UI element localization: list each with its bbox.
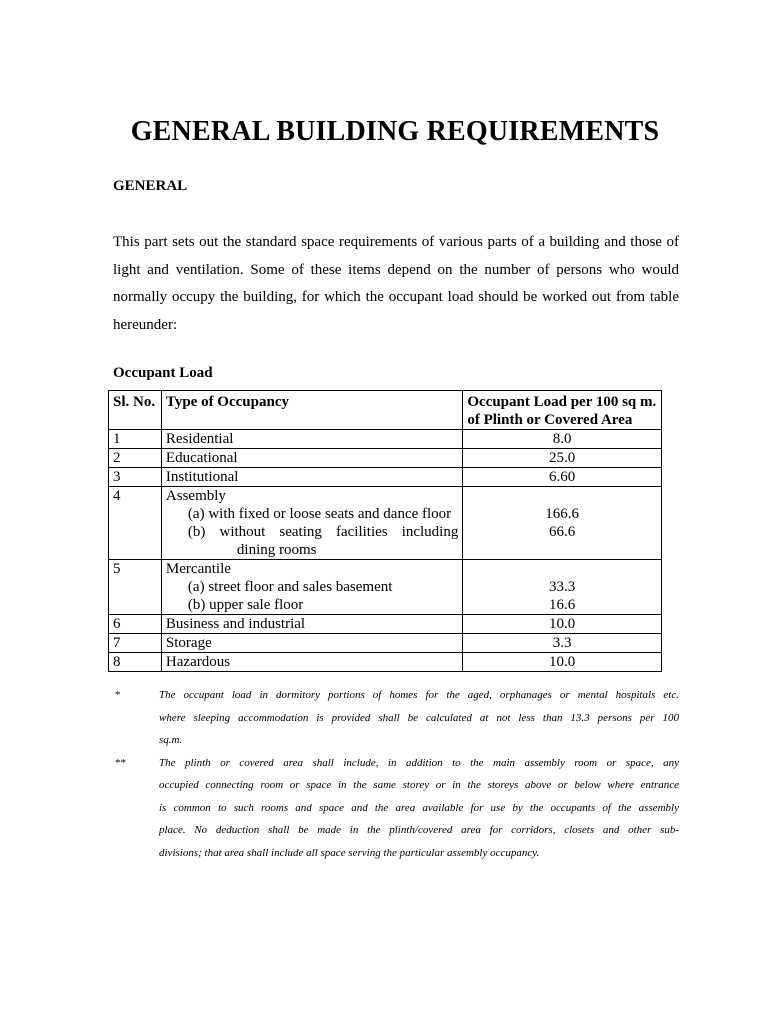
cell-spacer — [467, 560, 657, 578]
cell-sl: 7 — [109, 634, 162, 653]
cell-sl: 6 — [109, 615, 162, 634]
footnote-line: where sleeping accommodation is provided shall be calculated at not less than 13.3 persons per 100 — [159, 711, 679, 724]
cell-load: 6.60 — [463, 468, 662, 487]
cell-load — [463, 487, 662, 560]
cell-subitem: (a) street floor and sales basement — [187, 579, 393, 595]
cell-load-a: 166.6 — [545, 506, 580, 522]
cell-type — [161, 487, 462, 560]
cell-load: 10.0 — [463, 615, 662, 634]
footnote-line: sq.m. — [159, 734, 183, 746]
table-row — [109, 468, 662, 487]
table-row — [109, 430, 662, 449]
table-row — [109, 560, 662, 615]
cell-type: Institutional — [161, 468, 462, 487]
cell-type: Storage — [161, 634, 462, 653]
footnote-line: occupied connecting room or space in the same storey or in the storeys above or below where entrance — [159, 779, 679, 791]
footnote-line: The occupant load in dormitory portions of homes for the aged, orphanages or mental hospitals etc. — [159, 689, 679, 701]
cell-load: 10.0 — [463, 653, 662, 672]
cell-load: 8.0 — [463, 430, 662, 449]
cell-type: Business and industrial — [161, 615, 462, 634]
cell-load — [463, 560, 662, 615]
footnote-mark: * — [115, 689, 121, 701]
cell-subitem: (b) upper sale floor — [187, 597, 304, 613]
header-occupant-load: Occupant Load per 100 sq m. of Plinth or Covered Area — [463, 391, 662, 430]
cell-load: 3.3 — [463, 634, 662, 653]
cell-sl: 5 — [109, 560, 162, 615]
cell-subitem: (b) without seating facilities including — [187, 524, 459, 540]
cell-sl: 3 — [109, 468, 162, 487]
occupant-load-table — [108, 390, 662, 672]
footnotes — [113, 684, 679, 864]
cell-type: Hazardous — [161, 653, 462, 672]
intro-line: normally occupy the building, for which the occupant load should be worked out from table — [113, 289, 679, 305]
cell-sl: 2 — [109, 449, 162, 468]
cell-subitem: (a) with fixed or loose seats and dance floor — [187, 506, 452, 522]
intro-line: hereunder: — [113, 316, 178, 333]
intro-line: light and ventilation. Some of these items depend on the number of persons who would — [113, 261, 679, 278]
table-row — [109, 487, 662, 560]
intro-paragraph — [113, 229, 679, 339]
table-heading: Occupant Load — [113, 365, 213, 381]
table-row — [109, 634, 662, 653]
cell-sl: 8 — [109, 653, 162, 672]
table-row — [109, 449, 662, 468]
header-sl-no: Sl. No. — [109, 391, 162, 430]
page-title: GENERAL BUILDING REQUIREMENTS — [130, 116, 660, 147]
intro-line: This part sets out the standard space requirements of various parts of a building and those of — [113, 234, 679, 250]
cell-load-b: 16.6 — [549, 597, 576, 613]
footnote-line: The plinth or covered area shall include, in addition to the main assembly room or space, any — [159, 756, 679, 769]
cell-load-a: 33.3 — [549, 579, 576, 595]
table-row — [109, 615, 662, 634]
cell-type — [161, 560, 462, 615]
section-heading: GENERAL — [113, 178, 188, 194]
cell-type: Residential — [161, 430, 462, 449]
cell-spacer — [467, 487, 657, 505]
cell-type-main: Assembly — [165, 488, 226, 504]
header-type-of-occupancy: Type of Occupancy — [161, 391, 462, 430]
cell-type-main: Mercantile — [165, 561, 231, 577]
cell-sl: 4 — [109, 487, 162, 560]
footnote-line: is common to such rooms and space and the area available for use by the occupants of the assembly — [159, 801, 679, 814]
footnote-double-asterisk — [113, 752, 679, 865]
table-row — [109, 653, 662, 672]
cell-load: 25.0 — [463, 449, 662, 468]
table-header-row — [109, 391, 662, 430]
footnote-line: divisions; that area shall include all space serving the particular assembly occupancy. — [159, 846, 540, 859]
footnote-line: place. No deduction shall be made in the plinth/covered area for corridors, closets and other sub- — [159, 824, 679, 836]
footnote-mark: ** — [115, 756, 126, 769]
cell-subitem-continued: dining rooms — [236, 542, 317, 558]
cell-type: Educational — [161, 449, 462, 468]
cell-load-b: 66.6 — [549, 524, 576, 540]
footnote-single-asterisk — [113, 684, 679, 752]
cell-sl: 1 — [109, 430, 162, 449]
